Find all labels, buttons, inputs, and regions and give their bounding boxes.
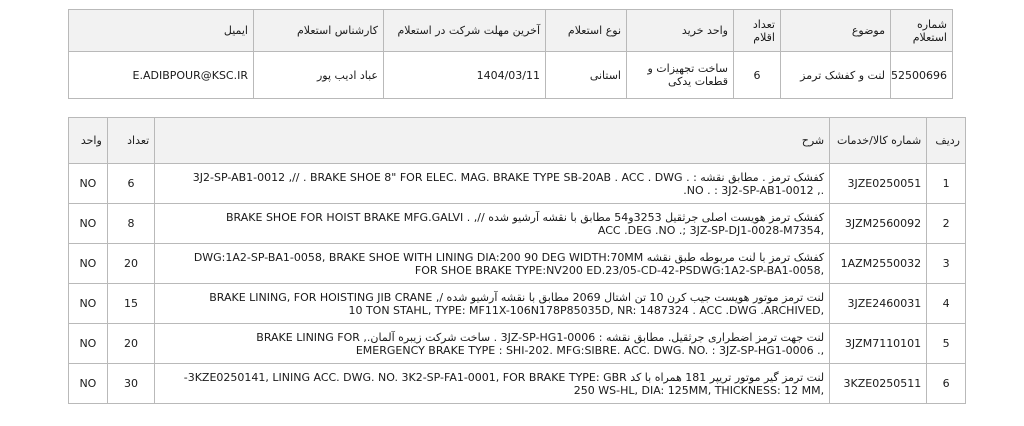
row-number: 6 <box>927 364 966 404</box>
row-number: 4 <box>927 284 966 324</box>
email-link[interactable]: E.ADIBPOUR@KSC.IR <box>69 52 254 99</box>
item-description <box>155 244 830 284</box>
description-line-1: کفشک ترمز با لنت مربوطه طبق نقشه DWG:1A2-SP-BA1-0058, BRAKE SHOE WITH LINING DIA:200 90 DEG WIDTH:70MM <box>193 250 825 264</box>
items-header-row <box>69 118 966 164</box>
header-subject: موضوع <box>781 10 891 52</box>
item-code: 3JZM7110101 <box>830 324 927 364</box>
item-quantity: 15 <box>107 284 154 324</box>
item-unit: NO <box>69 204 108 244</box>
summary-header-row <box>69 10 953 52</box>
expert-name: عباد ادیب پور <box>254 52 384 99</box>
item-description <box>155 204 830 244</box>
item-count: 6 <box>734 52 781 99</box>
item-quantity: 6 <box>107 164 154 204</box>
item-unit: NO <box>69 364 108 404</box>
item-quantity: 30 <box>107 364 154 404</box>
item-unit: NO <box>69 284 108 324</box>
description-line-2: FOR SHOE BRAKE TYPE:NV200 ED.23/05-CD-42-PSDWG:1A2-SP-BA1-0058, <box>414 263 825 277</box>
description-line-2: EMERGENCY BRAKE TYPE : SHI-202. MFG:SIBRE. ACC. DWG. NO. : 3JZ-SP-HG1-0006 ., <box>355 343 825 357</box>
header-inquiry-type: نوع استعلام <box>546 10 627 52</box>
header-purchase-unit: واحد خرید <box>627 10 734 52</box>
item-quantity: 20 <box>107 324 154 364</box>
header-expert: کارشناس استعلام <box>254 10 384 52</box>
inquiry-number: 52500696 <box>891 52 953 99</box>
description-line-1: کفشک ترمز . مطابق نقشه : . 3J2-SP-AB1-0012 ,// . BRAKE SHOE 8" FOR ELEC. MAG. BRAKE TYPE SB-20AB . ACC . DWG <box>192 170 825 184</box>
table-row <box>69 204 966 244</box>
header-quantity: تعداد <box>107 118 154 164</box>
item-description <box>155 364 830 404</box>
header-item-count: تعداد اقلام <box>734 10 781 52</box>
header-description: شرح <box>155 118 830 164</box>
row-number: 1 <box>927 164 966 204</box>
header-row-number: ردیف <box>927 118 966 164</box>
items-table <box>68 117 966 404</box>
header-unit: واحد <box>69 118 108 164</box>
description-line-1: لنت ترمز موتور هویست جیب کرن 10 تن اشتال 2069 مطابق با نقشه آرشیو شده /, BRAKE LINING, FOR HOISTING JIB CRANE <box>209 290 825 304</box>
item-description <box>155 164 830 204</box>
description-line-2: 10 TON STAHL, TYPE: MF11X-106N178P85035D, NR: 1487324 . ACC .DWG .ARCHIVED, <box>348 303 825 317</box>
purchase-unit: ساخت تجهیزات و قطعات یدکی <box>627 52 734 99</box>
header-deadline: آخرین مهلت شرکت در استعلام <box>384 10 546 52</box>
row-number: 2 <box>927 204 966 244</box>
description-line-1: لنت جهت ترمز اضطراری جرثقیل. مطابق نقشه : 3JZ-SP-HG1-0006 . ساخت شرکت زیبره آلمان., BRAKE LINING FOR <box>256 330 825 344</box>
subject: لنت و کفشک ترمز <box>781 52 891 99</box>
table-row <box>69 164 966 204</box>
header-inquiry-number: شماره استعلام <box>891 10 953 52</box>
description-line-2: ACC .DEG .NO .; 3JZ-SP-DJ1-0028-M7354, <box>597 223 825 237</box>
item-code: 3JZM2560092 <box>830 204 927 244</box>
table-row <box>69 324 966 364</box>
description-line-1: کفشک ترمز هویست اصلی جرثقیل 3253و54 مطابق با نقشه آرشیو شده //, . BRAKE SHOE FOR HOIST BRAKE MFG.GALVI <box>226 210 825 224</box>
table-row <box>69 284 966 324</box>
item-unit: NO <box>69 324 108 364</box>
item-description <box>155 284 830 324</box>
item-quantity: 8 <box>107 204 154 244</box>
inquiry-type: استانی <box>546 52 627 99</box>
item-unit: NO <box>69 164 108 204</box>
summary-row <box>69 52 953 99</box>
description-line-2: 250 WS-HL, DIA: 125MM, THICKNESS: 12 MM, <box>573 383 825 397</box>
description-line-2: .NO . : 3J2-SP-AB1-0012 ,. <box>683 183 825 197</box>
deadline: 1404/03/11 <box>384 52 546 99</box>
item-quantity: 20 <box>107 244 154 284</box>
header-item-code: شماره کالا/خدمات <box>830 118 927 164</box>
header-email: ایمیل <box>69 10 254 52</box>
inquiry-summary-table <box>68 9 953 99</box>
item-code: 3KZE0250511 <box>830 364 927 404</box>
row-number: 3 <box>927 244 966 284</box>
item-code: 3JZE2460031 <box>830 284 927 324</box>
item-code: 3JZE0250051 <box>830 164 927 204</box>
item-unit: NO <box>69 244 108 284</box>
item-code: 1AZM2550032 <box>830 244 927 284</box>
description-line-1: لنت ترمز گیر موتور تریپر 181 همراه با کد 3KZE0250141, LINING ACC. DWG. NO. 3K2-SP-FA1-0001, FOR BRAKE TYPE: GBR- <box>183 370 825 384</box>
row-number: 5 <box>927 324 966 364</box>
item-description <box>155 324 830 364</box>
table-row <box>69 244 966 284</box>
table-row <box>69 364 966 404</box>
